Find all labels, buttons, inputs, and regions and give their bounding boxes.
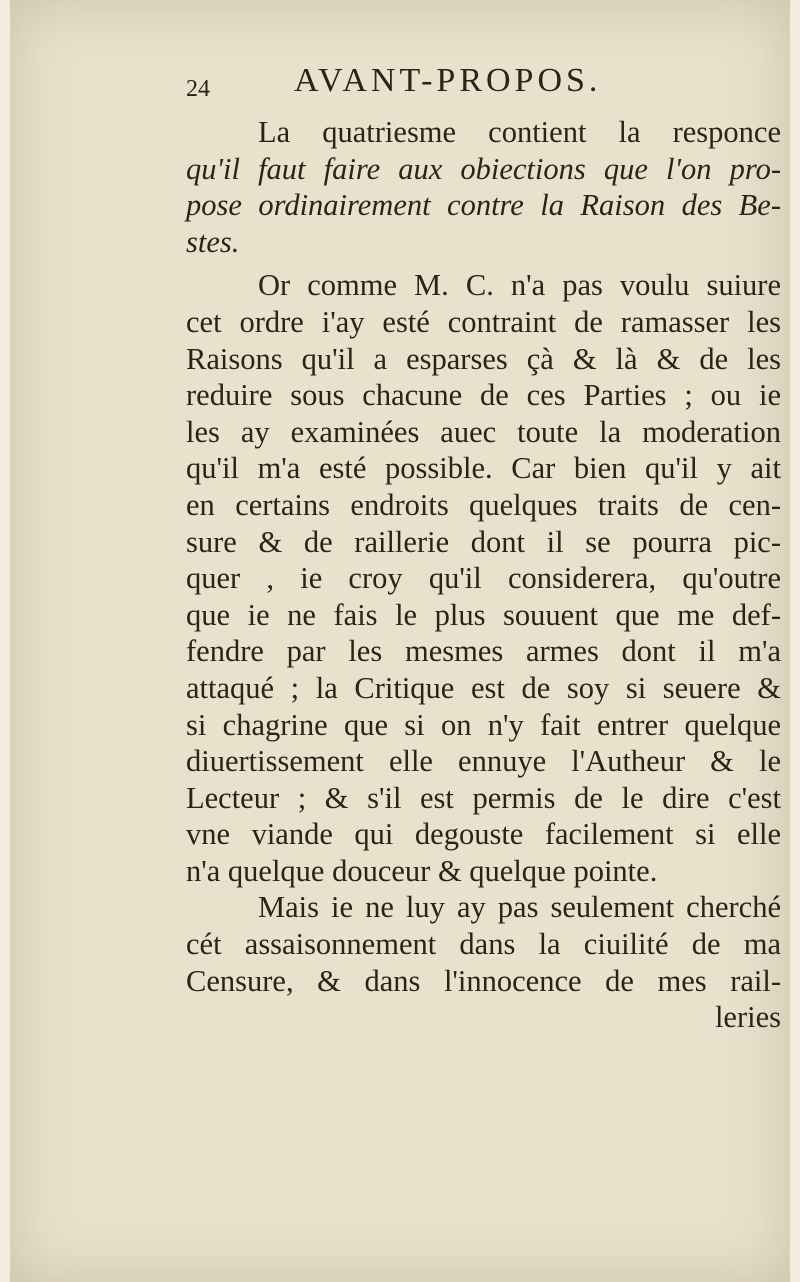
text-line: les ay examinées auec toute la moderation [186,414,781,449]
text-line: Or comme M. C. n'a pas voulu suiure [258,268,781,303]
text-line: sure & de raillerie dont il se pourra pic- [186,524,781,559]
text-line: attaqué ; la Critique est de soy si seuere & [186,670,781,705]
text-line: cét assaisonnement dans la ciuilité de ma [186,927,781,962]
text-line: cet ordre i'ay esté contraint de ramasser les [186,304,781,339]
text-line: diuertissement elle ennuye l'Autheur & le [186,744,781,779]
text-line: n'a quelque douceur & quelque pointe. [186,853,658,888]
text-line: fendre par les mesmes armes dont il m'a [186,634,781,669]
text-line: Mais ie ne luy ay pas seulement cherché [258,890,781,925]
text-line: La quatriesme contient la responce [258,115,781,149]
text-line: qu'il faut faire aux obiections que l'on pro- [186,151,781,186]
text-line: pose ordinairement contre la Raison des Be- [186,188,781,223]
text-line: qu'il m'a esté possible. Car bien qu'il y ait [186,451,781,486]
text-line: en certains endroits quelques traits de cen- [186,487,781,522]
text-line: Raisons qu'il a esparses çà & là & de les [186,341,781,376]
paragraph [186,267,781,889]
running-head [186,62,781,114]
text-block [186,62,781,1036]
running-title: AVANT-PROPOS. [294,62,602,99]
text-line: Lecteur ; & s'il est permis de le dire c'est [186,780,781,815]
book-page [10,0,790,1282]
text-line: si chagrine que si on n'y fait entrer quelque [186,707,781,742]
paragraph [186,889,781,1035]
catchword: leries [714,1000,781,1035]
text-line: quer , ie croy qu'il considerera, qu'outre [186,561,781,596]
text-line: que ie ne fais le plus souuent que me def- [186,597,781,632]
page-number: 24 [186,76,210,102]
text-line: reduire sous chacune de ces Parties ; ou ie [186,378,781,413]
text-line: vne viande qui degouste facilement si elle [186,817,781,852]
paragraph [186,114,781,260]
text-line: stes. [186,224,240,259]
text-line: Censure, & dans l'innocence de mes rail- [186,963,781,998]
